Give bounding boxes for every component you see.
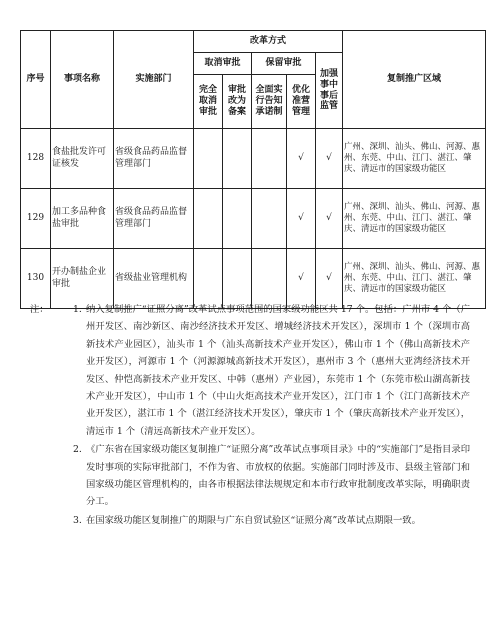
note-item [30,301,470,440]
row-regions: 广州、深圳、汕头、佛山、河源、惠州、东莞、中山、江门、湛江、肇庆、清远市的国家级功能区 [343,189,486,249]
header-reform-mode: 改革方式 [194,31,343,53]
note-text: 纳入复制推广“证照分离”改革试点事项范围的国家级功能区共 17 个。包括：广州市 4 个（广州开发区、南沙新区、南沙经济技术开发区、增城经济技术开发区），深圳市 1 个（深圳市高新技术产业园区），汕头市 1 个（汕头高新技术产业开发区），佛山市 1 个（佛山高新技术产业开发区），河源市 1 个（河源源城高新技术开发区），惠州市 3 个（惠州大亚湾经济技术开发区、仲恺高新技术产业开发区、中韩（惠州）产业园），东莞市 1 个（东莞市松山湖高新技术产业开发区），中山市 1 个（中山火炬高技术产业开发区），江门市 1 个（江门高新技术产业开发区），湛江市 1 个（湛江经济技术开发区），肇庆市 1 个（肇庆高新技术产业开发区），清远市 1 个（清远高新技术产业开发区）。 [86,304,470,437]
row-item-name: 食盐批发许可证核发 [51,129,114,189]
note-number: 2. [73,444,82,456]
header-cancel-approval: 取消审批 [194,53,252,75]
row-regions: 广州、深圳、汕头、佛山、河源、惠州、东莞、中山、江门、湛江、肇庆、清远市的国家级功能区 [343,129,486,189]
header-strengthen-supervision: 加强事中事后监管 [316,53,343,129]
header-full-cancel: 完全取消审批 [194,75,223,129]
header-approval-to-record: 审批改为备案 [223,75,252,129]
row-strengthen-supervision-check: √ [316,189,343,249]
header-keep-approval: 保留审批 [252,53,316,75]
row-seq: 129 [21,189,51,249]
header-department: 实施部门 [114,31,194,129]
header-regions: 复制推广区域 [343,31,486,129]
row-notification-commitment [252,189,287,249]
note-number: 1. [73,304,82,315]
row-department: 省级食品药品监督管理部门 [114,189,194,249]
table-row [21,189,486,249]
header-optimize-service: 优化准营管理 [287,75,316,129]
row-item-name: 开办制盐企业审批 [51,249,114,309]
row-approval-to-record [223,189,252,249]
row-notification-commitment [252,249,287,309]
table-row [21,129,486,189]
note-item [30,512,470,529]
row-department: 省级食品药品监督管理部门 [114,129,194,189]
row-optimize-service-check: √ [287,129,316,189]
note-text: 《广东省在国家级功能区复制推广“证照分离”改革试点事项目录》中的“实施部门”是指目录印发时事项的实际审批部门，不作为省、市放权的依据。实施部门同时涉及市、县级主管部门和国家级功能区管理机构的，由各市根据法律法规规定和本市行政审批制度改革实际，明确职责分工。 [86,444,470,508]
header-row-1 [21,31,486,53]
notes-label: 注： [30,304,49,315]
note-number: 3. [73,514,82,526]
note-text: 在国家级功能区复制推广的期限与广东自贸试验区“证照分离”改革试点期限一致。 [86,514,421,526]
row-optimize-service-check: √ [287,249,316,309]
row-notification-commitment [252,129,287,189]
row-department: 省级盐业管理机构 [114,249,194,309]
header-seq: 序号 [21,31,51,129]
note-item [30,441,470,511]
row-strengthen-supervision-check: √ [316,129,343,189]
row-full-cancel [194,129,223,189]
row-strengthen-supervision-check: √ [316,249,343,309]
header-item-name: 事项名称 [51,31,114,129]
row-approval-to-record [223,129,252,189]
table-row [21,249,486,309]
row-seq: 130 [21,249,51,309]
row-item-name: 加工多品种食盐审批 [51,189,114,249]
row-full-cancel [194,249,223,309]
notes-section [30,301,470,529]
row-full-cancel [194,189,223,249]
header-notification-commitment: 全面实行告知承诺制 [252,75,287,129]
row-optimize-service-check: √ [287,189,316,249]
row-seq: 128 [21,129,51,189]
row-regions: 广州、深圳、汕头、佛山、河源、惠州、东莞、中山、江门、湛江、肇庆、清远市的国家级功能区 [343,249,486,309]
reform-items-table [20,30,486,309]
row-approval-to-record [223,249,252,309]
